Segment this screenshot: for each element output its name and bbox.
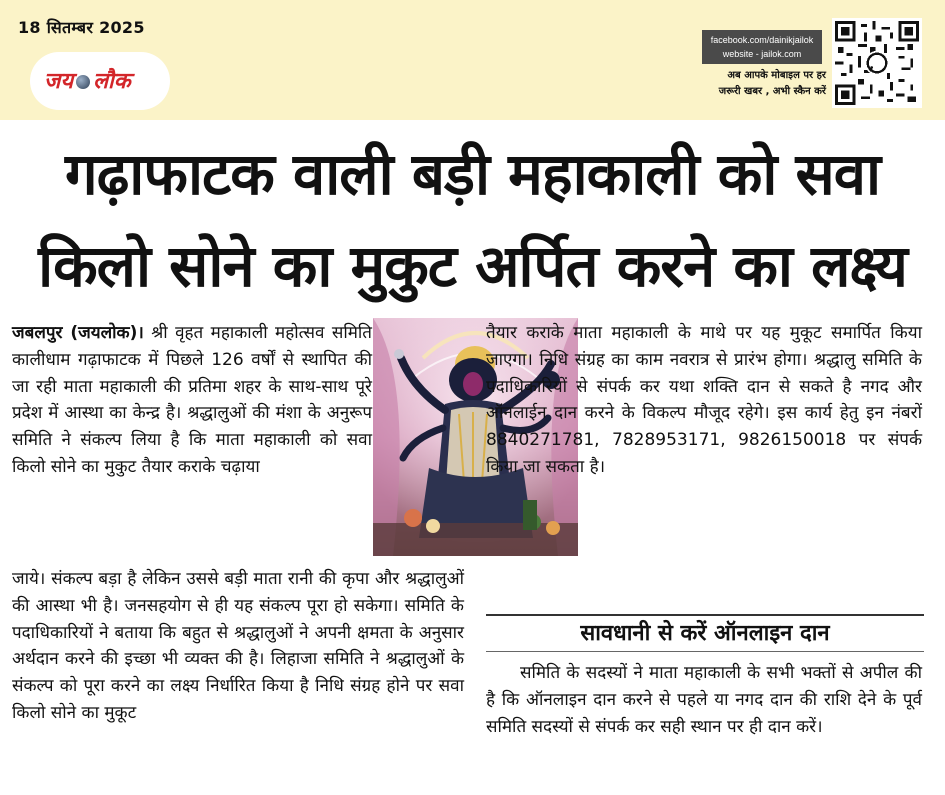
subhead-divider-bottom [486, 651, 924, 652]
issue-date: 18 सितम्बर 2025 [18, 18, 145, 37]
headline [0, 128, 945, 312]
article-column-right: तैयार कराके माता महाकाली के माथे पर यह मुकूट समार्पित किया जाएगा। निधि संग्रह का काम नवरात्र से प्रारंभ होगा। श्रद्धालु समिति के पदाधिकारियों से संपर्क कर यथा शक्ति दान से सकते है नगद और ऑनलाईन दान करने के विकल्प मौजूद रहेगे। इस कार्य हेतु इन नंबरों 8840271781, 7828953171, 9826150018 पर संपर्क किया जा सकता है। [486, 323, 922, 477]
logo-word-right: लौक [93, 69, 131, 94]
facebook-link[interactable]: facebook.com/dainikjailok [710, 35, 814, 45]
subheading: सावधानी से करें ऑनलाइन दान [580, 621, 830, 646]
logo-wordmark [44, 65, 131, 95]
logo-word-left: जय [44, 69, 74, 94]
article-column-left-top [12, 320, 372, 481]
qr-code-icon[interactable] [832, 18, 922, 108]
scan-prompt-line1: अब आपके मोबाइल पर हर [727, 70, 826, 81]
subhead-divider-top [486, 614, 924, 616]
scan-prompt [700, 68, 826, 100]
appeal-text: समिति के सदस्यों ने माता महाकाली के सभी भक्तों से अपील की है कि ऑनलाइन दान करने से पहले या नगद दान की राशि देने के पूर्व समिति सदस्यों से संपर्क कर सही स्थान पर ही दान करें। [486, 663, 922, 737]
dateline: जबलपुर (जयलोक)। [12, 323, 144, 343]
article-column-right-bottom [486, 660, 922, 740]
headline-line1: गढ़ाफाटक वाली बड़ी महाकाली को सवा [64, 140, 881, 208]
social-links-box [702, 30, 822, 64]
article-text-part1: श्री वृहत महाकाली महोत्सव समिति कालीधाम गढ़ाफाटक में पिछले 126 वर्षों से स्थापित की जा रही माता महाकाली की प्रतिमा शहर के साथ-साथ पूरे प्रदेश में आस्था का केन्द्र है। श्रद्धालुओं की मंशा के अनुरूप समिति ने संकल्प लिया है कि माता महाकाली को सवा किलो सोने का मुकुट तैयार कराके चढ़ाया [12, 323, 372, 477]
scan-prompt-line2: जरूरी खबर , अभी स्कैन करें [718, 86, 826, 97]
website-link[interactable]: website - jailok.com [722, 49, 802, 59]
headline-line2: किलो सोने का मुकुट अर्पित करने का लक्ष्य [38, 232, 907, 300]
globe-icon [76, 75, 90, 89]
newspaper-logo [30, 52, 170, 110]
masthead [0, 0, 945, 120]
article-column-left-bottom: जाये। संकल्प बड़ा है लेकिन उससे बड़ी माता रानी की कृपा और श्रद्धालुओं की आस्था भी है। जनसहयोग से ही यह संकल्प पूरा हो सकेगा। समिति के पदाधिकारियों ने बताया कि बहुत से श्रद्धालुओं ने अपनी क्षमता के अनुसार अर्थदान करने की इच्छा भी व्यक्त की है। लिहाजा समिति ने श्रद्धालुओं के संकल्प को पूरा करने का लक्ष्य निर्धारित किया है निधि संग्रह होने पर सवा किलो सोने का मुकूट [12, 569, 464, 723]
